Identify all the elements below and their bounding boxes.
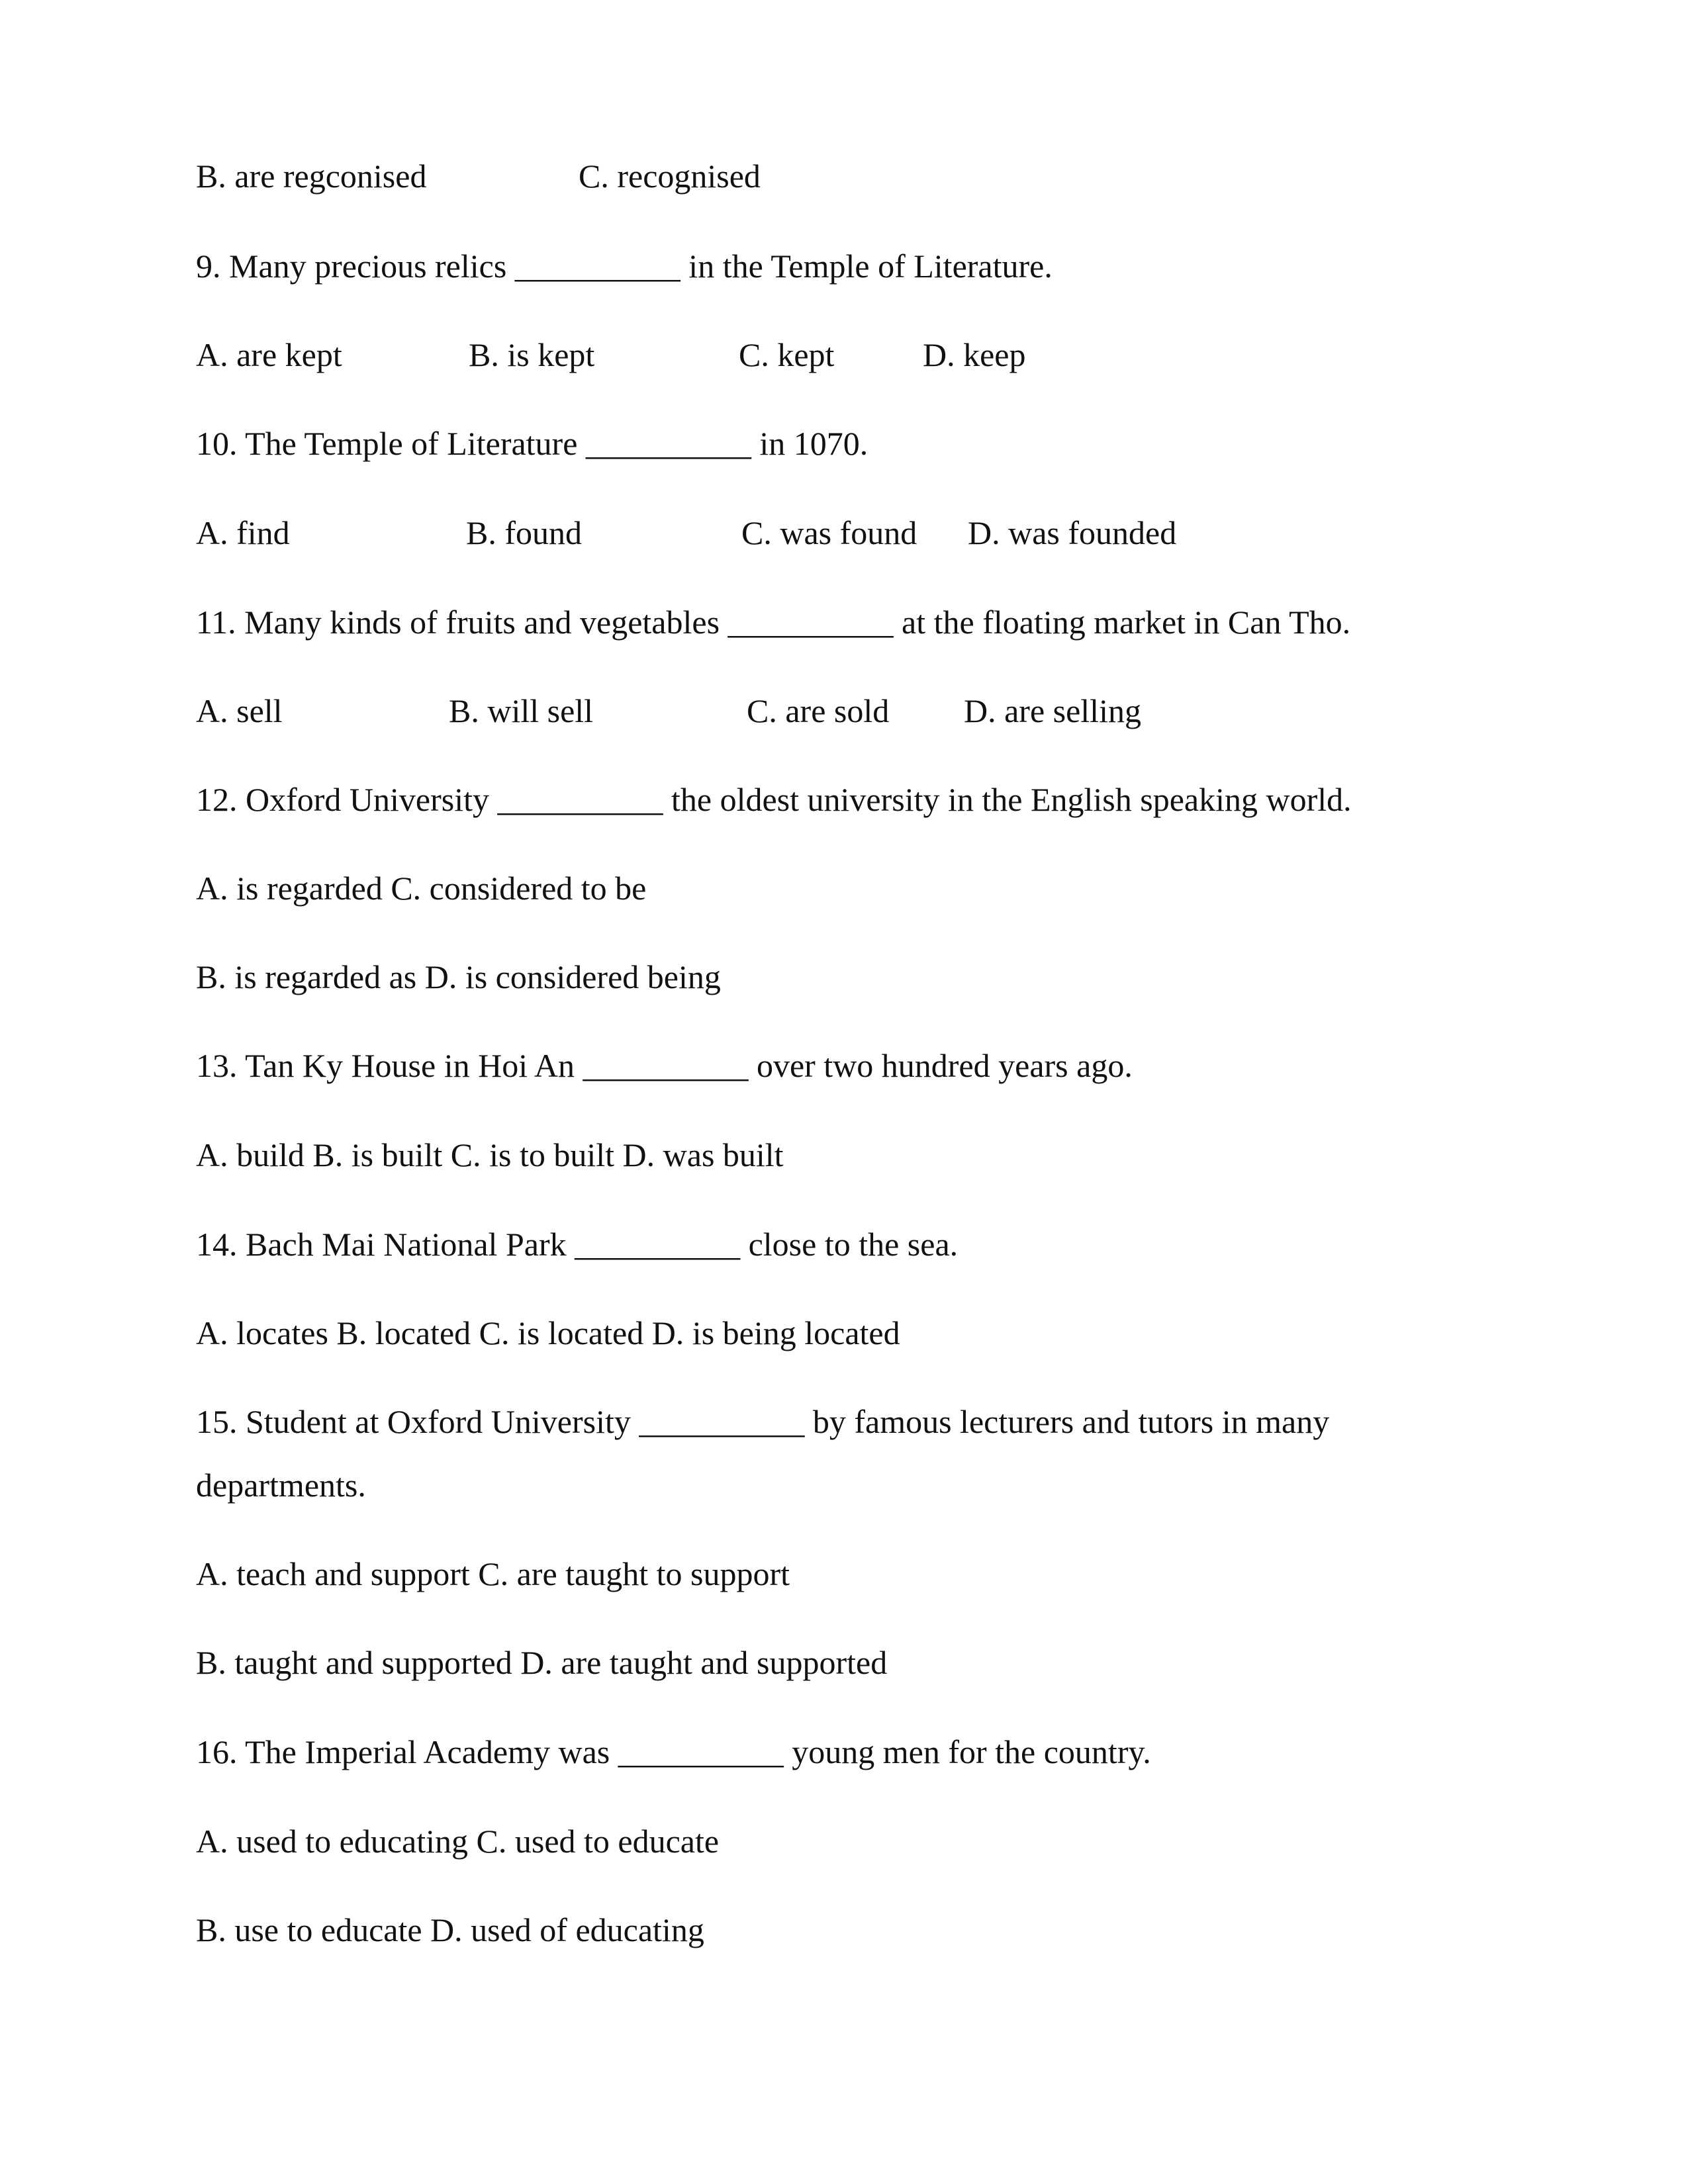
- question-14-options: A. locates B. located C. is located D. is being located: [196, 1314, 900, 1351]
- question-11-stem: 11. Many kinds of fruits and vegetables __________ at the floating market in Can Tho.: [196, 604, 1351, 641]
- question-15-stem-line-1: 15. Student at Oxford University __________ by famous lecturers and tutors in many: [196, 1403, 1330, 1440]
- question-15-options-line-1: A. teach and support C. are taught to support: [196, 1555, 790, 1592]
- option-10d: D. was founded: [968, 514, 1177, 551]
- question-13-options: A. build B. is built C. is to built D. was built: [196, 1136, 784, 1173]
- option-10b: B. found: [466, 514, 582, 551]
- option-11d: D. are selling: [964, 692, 1141, 729]
- option-11c: C. are sold: [747, 692, 890, 729]
- question-13-stem: 13. Tan Ky House in Hoi An __________ over two hundred years ago.: [196, 1047, 1133, 1084]
- question-14-stem: 14. Bach Mai National Park __________ close to the sea.: [196, 1226, 959, 1263]
- question-9-stem: 9. Many precious relics __________ in the Temple of Literature.: [196, 248, 1053, 285]
- question-12-options-line-2: B. is regarded as D. is considered being: [196, 958, 721, 995]
- option-9c: C. kept: [739, 336, 835, 373]
- question-16-options-line-1: A. used to educating C. used to educate: [196, 1823, 720, 1860]
- question-15-options-line-2: B. taught and supported D. are taught and supported: [196, 1644, 888, 1681]
- option-10a: A. find: [196, 514, 290, 551]
- question-12-options-line-1: A. is regarded C. considered to be: [196, 870, 647, 907]
- question-12-stem: 12. Oxford University __________ the oldest university in the English speaking world.: [196, 781, 1352, 818]
- option-8c: C. recognised: [579, 158, 761, 195]
- question-15-stem-line-2: departments.: [196, 1467, 366, 1504]
- option-9d: D. keep: [923, 336, 1026, 373]
- option-11b: B. will sell: [449, 692, 594, 729]
- question-16-stem: 16. The Imperial Academy was __________ young men for the country.: [196, 1733, 1151, 1770]
- question-10-stem: 10. The Temple of Literature __________ in 1070.: [196, 425, 868, 462]
- question-16-options-line-2: B. use to educate D. used of educating: [196, 1911, 704, 1948]
- option-9b: B. is kept: [469, 336, 595, 373]
- option-11a: A. sell: [196, 692, 283, 729]
- option-9a: A. are kept: [196, 336, 342, 373]
- option-10c: C. was found: [741, 514, 917, 551]
- option-8b: B. are regconised: [196, 158, 427, 195]
